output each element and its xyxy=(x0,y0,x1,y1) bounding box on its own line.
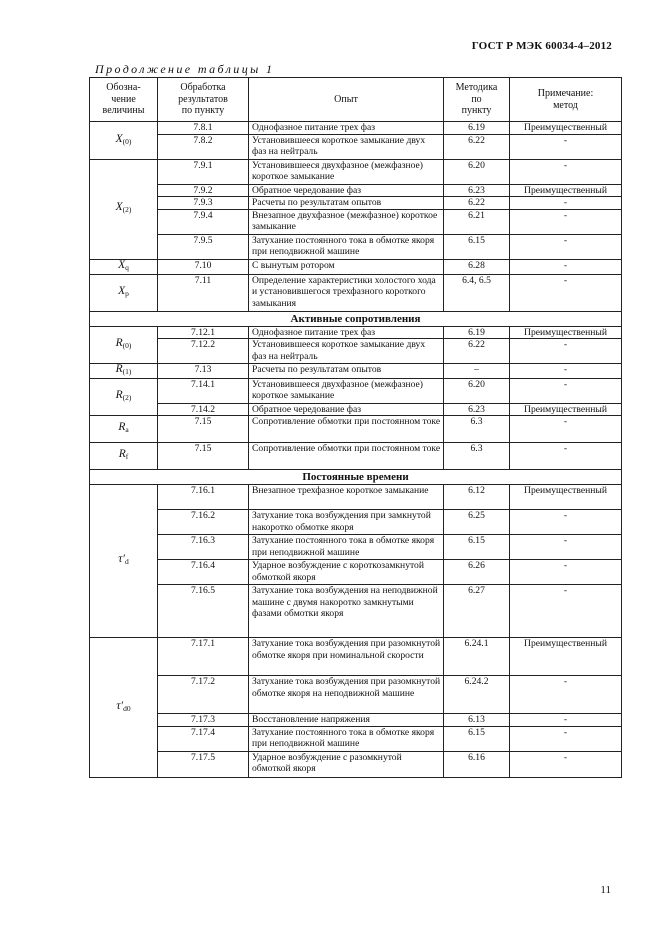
method-ref: – xyxy=(444,364,510,379)
clause: 7.17.4 xyxy=(158,726,249,751)
symbol-ra: $R_a$ xyxy=(90,416,158,443)
clause: 7.9.2 xyxy=(158,184,249,197)
clause: 7.16.2 xyxy=(158,510,249,535)
test-name: Затухание постоянного тока в обмотке якоря при неподвижной машине xyxy=(249,535,444,560)
note: - xyxy=(510,714,622,727)
test-name: Обратное чередование фаз xyxy=(249,403,444,416)
parameters-table xyxy=(89,77,622,778)
test-name: Установившееся двухфазное (межфазное) короткое замыкание xyxy=(249,378,444,403)
method-ref: 6.12 xyxy=(444,485,510,510)
method-ref: 6.15 xyxy=(444,234,510,259)
clause: 7.15 xyxy=(158,443,249,470)
test-name: Установившееся двухфазное (межфазное) короткое замыкание xyxy=(249,159,444,184)
clause: 7.8.2 xyxy=(158,134,249,159)
clause: 7.17.2 xyxy=(158,676,249,714)
clause: 7.9.1 xyxy=(158,159,249,184)
section-resistances: Активные сопротивления xyxy=(90,311,622,326)
method-ref: 6.3 xyxy=(444,443,510,470)
method-ref: 6.19 xyxy=(444,326,510,339)
method-ref: 6.16 xyxy=(444,751,510,777)
clause: 7.9.3 xyxy=(158,197,249,210)
method-ref: 6.15 xyxy=(444,535,510,560)
clause: 7.10 xyxy=(158,259,249,274)
method-ref: 6.24.1 xyxy=(444,638,510,676)
clause: 7.8.1 xyxy=(158,122,249,135)
test-name: Однофазное питание трех фаз xyxy=(249,326,444,339)
test-name: С вынутым ротором xyxy=(249,259,444,274)
note: - xyxy=(510,197,622,210)
method-ref: 6.15 xyxy=(444,726,510,751)
test-name: Ударное возбуждение с разомкнутой обмоткой якоря xyxy=(249,751,444,777)
note: Преимущественный xyxy=(510,122,622,135)
note: - xyxy=(510,364,622,379)
clause: 7.11 xyxy=(158,274,249,311)
test-name: Затухание тока возбуждения при разомкнутой обмотке якоря при номинальной скорости xyxy=(249,638,444,676)
clause: 7.17.1 xyxy=(158,638,249,676)
clause: 7.17.3 xyxy=(158,714,249,727)
col-processing: Обработка результатов по пункту xyxy=(158,78,249,122)
clause: 7.13 xyxy=(158,364,249,379)
test-name: Сопротивление обмотки при постоянном токе xyxy=(249,443,444,470)
method-ref: 6.22 xyxy=(444,197,510,210)
method-ref: 6.25 xyxy=(444,510,510,535)
header-row xyxy=(90,78,622,122)
method-ref: 6.27 xyxy=(444,585,510,638)
clause: 7.16.4 xyxy=(158,560,249,585)
note: - xyxy=(510,234,622,259)
table-caption: Продолжение таблицы 1 xyxy=(95,62,275,76)
symbol-rf: $R_f$ xyxy=(90,443,158,470)
method-ref: 6.19 xyxy=(444,122,510,135)
col-method: Методика по пункту xyxy=(444,78,510,122)
clause: 7.17.5 xyxy=(158,751,249,777)
symbol-td0: $\tau'_{d0}$ xyxy=(90,638,158,778)
method-ref: 6.23 xyxy=(444,403,510,416)
note: - xyxy=(510,259,622,274)
test-name: Затухание постоянного тока в обмотке якоря при неподвижной машине xyxy=(249,726,444,751)
test-name: Определение характеристики холостого хода и установившегося трехфазного короткого замыкания xyxy=(249,274,444,311)
test-name: Затухание тока возбуждения на неподвижной машине с двумя накоротко замкнутыми фазами обмотки якоря xyxy=(249,585,444,638)
note: Преимущественный xyxy=(510,638,622,676)
test-name: Ударное возбуждение с короткозамкнутой обмоткой якоря xyxy=(249,560,444,585)
test-name: Восстановление напряжения xyxy=(249,714,444,727)
standard-number: ГОСТ Р МЭК 60034-4–2012 xyxy=(471,40,612,52)
method-ref: 6.4, 6.5 xyxy=(444,274,510,311)
method-ref: 6.22 xyxy=(444,134,510,159)
note: - xyxy=(510,274,622,311)
note: - xyxy=(510,510,622,535)
method-ref: 6.22 xyxy=(444,339,510,364)
test-name: Затухание тока возбуждения при разомкнутой обмотке якоря на неподвижной машине xyxy=(249,676,444,714)
symbol-r1: $R_{(1)}$ xyxy=(90,364,158,379)
symbol-r0: $R_{(0)}$ xyxy=(90,326,158,364)
note: - xyxy=(510,378,622,403)
clause: 7.14.2 xyxy=(158,403,249,416)
test-name: Затухание постоянного тока в обмотке якоря при неподвижной машине xyxy=(249,234,444,259)
clause: 7.12.1 xyxy=(158,326,249,339)
note: - xyxy=(510,443,622,470)
test-name: Сопротивление обмотки при постоянном токе xyxy=(249,416,444,443)
clause: 7.16.1 xyxy=(158,485,249,510)
note: - xyxy=(510,560,622,585)
method-ref: 6.28 xyxy=(444,259,510,274)
method-ref: 6.21 xyxy=(444,209,510,234)
note: - xyxy=(510,209,622,234)
note: - xyxy=(510,585,622,638)
symbol-x0: $X_{(0)}$ xyxy=(90,122,158,160)
note: Преимущественный xyxy=(510,184,622,197)
test-name: Установившееся короткое замыкание двух фаз на нейтраль xyxy=(249,134,444,159)
page-number: 11 xyxy=(600,884,611,896)
note: Преимущественный xyxy=(510,403,622,416)
note: - xyxy=(510,159,622,184)
method-ref: 6.23 xyxy=(444,184,510,197)
clause: 7.9.4 xyxy=(158,209,249,234)
test-name: Обратное чередование фаз xyxy=(249,184,444,197)
method-ref: 6.13 xyxy=(444,714,510,727)
test-name: Установившееся короткое замыкание двух фаз на нейтраль xyxy=(249,339,444,364)
test-name: Внезапное двухфазное (межфазное) короткое замыкание xyxy=(249,209,444,234)
test-name: Расчеты по результатам опытов xyxy=(249,197,444,210)
clause: 7.9.5 xyxy=(158,234,249,259)
method-ref: 6.20 xyxy=(444,378,510,403)
col-test: Опыт xyxy=(249,78,444,122)
note: Преимущественный xyxy=(510,485,622,510)
clause: 7.16.5 xyxy=(158,585,249,638)
symbol-td: $\tau'_d$ xyxy=(90,485,158,638)
clause: 7.12.2 xyxy=(158,339,249,364)
note: - xyxy=(510,726,622,751)
note: - xyxy=(510,416,622,443)
test-name: Однофазное питание трех фаз xyxy=(249,122,444,135)
symbol-xp: $X_p$ xyxy=(90,274,158,311)
col-symbol: Обозна- чение величины xyxy=(90,78,158,122)
note: - xyxy=(510,535,622,560)
note: - xyxy=(510,339,622,364)
method-ref: 6.24.2 xyxy=(444,676,510,714)
note: - xyxy=(510,134,622,159)
method-ref: 6.26 xyxy=(444,560,510,585)
test-name: Затухание тока возбуждения при замкнутой накоротко обмотке якоря xyxy=(249,510,444,535)
test-name: Внезапное трехфазное короткое замыкание xyxy=(249,485,444,510)
symbol-r2: $R_{(2)}$ xyxy=(90,378,158,416)
note: Преимущественный xyxy=(510,326,622,339)
symbol-xq: $X_q$ xyxy=(90,259,158,274)
test-name: Расчеты по результатам опытов xyxy=(249,364,444,379)
note: - xyxy=(510,676,622,714)
method-ref: 6.3 xyxy=(444,416,510,443)
section-time-constants: Постоянные времени xyxy=(90,470,622,485)
col-note: Примечание: метод xyxy=(510,78,622,122)
clause: 7.14.1 xyxy=(158,378,249,403)
note: - xyxy=(510,751,622,777)
clause: 7.16.3 xyxy=(158,535,249,560)
symbol-x2: $X_{(2)}$ xyxy=(90,159,158,259)
method-ref: 6.20 xyxy=(444,159,510,184)
clause: 7.15 xyxy=(158,416,249,443)
